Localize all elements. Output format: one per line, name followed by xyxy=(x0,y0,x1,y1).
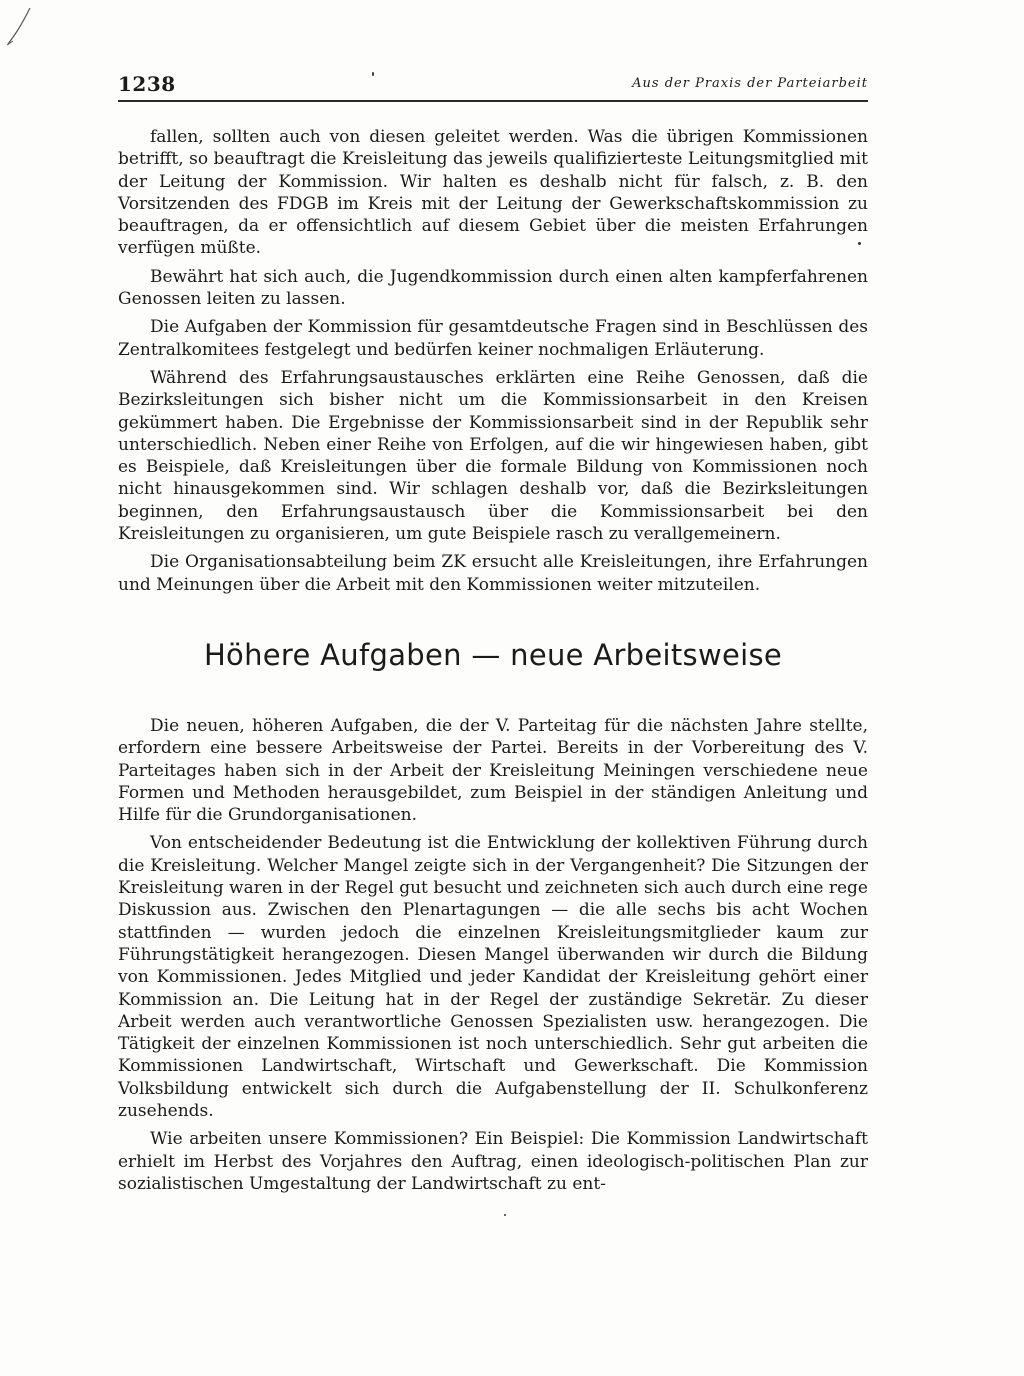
section-body-text xyxy=(118,715,868,1201)
page-header xyxy=(118,70,868,102)
paragraph: fallen, sollten auch von diesen geleitet werden. Was die übrigen Kommissionen betrifft, so beauftragt die Kreisleitung das jeweils qualifizierteste Leitungsmitglied mit der Leitung der Kommission. Wir halten es deshalb nicht für falsch, z. B. den Vorsitzenden des FDGB im Kreis mit der Leitung der Gewerkschaftskommission zu beauftragen, da er offensichtlich auf diesem Gebiet über die meisten Erfahrungen verfügen müßte. xyxy=(118,127,868,259)
running-title: Aus der Praxis der Parteiarbeit xyxy=(632,76,868,91)
paragraph: Während des Erfahrungsaustausches erklärten eine Reihe Genossen, daß die Bezirksleitungen sich bisher nicht um die Kommissionsarbeit in den Kreisen gekümmert haben. Die Ergebnisse der Kommissionsarbeit sind in der Republik sehr unterschiedlich. Neben einer Reihe von Erfolgen, auf die wir hingewiesen haben, gibt es Beispiele, daß Kreisleitungen über die formale Bildung von Kommissionen noch nicht hinausgekommen sind. Wir schlagen deshalb vor, daß die Bezirksleitungen beginnen, den Erfahrungsaustausch über die Kommissionsarbeit bei den Kreisleitungen zu organisieren, um gute Beispiele rasch zu verallgemeinern. xyxy=(118,367,868,545)
section-continued-text xyxy=(118,126,868,602)
paragraph: Bewährt hat sich auch, die Jugendkommission durch einen alten kampferfahrenen Genossen leiten zu lassen. xyxy=(118,266,868,310)
paragraph: Die Organisationsabteilung beim ZK ersucht alle Kreisleitungen, ihre Erfahrungen und Meinungen über die Arbeit mit den Kommissionen weiter mitzuteilen. xyxy=(118,552,868,595)
section-heading: Höhere Aufgaben — neue Arbeitsweise xyxy=(203,638,783,672)
paragraph: Von entscheidender Bedeutung ist die Entwicklung der kollektiven Führung durch die Kreisleitung. Welcher Mangel zeigte sich in der Vergangenheit? Die Sitzungen der Kreisleitung waren in der Regel gut besucht und zeichneten sich auch durch eine rege Diskussion aus. Zwischen den Plenartagungen — die alle sechs bis acht Wochen stattfinden — wurden jedoch die einzelnen Kreisleitungsmitglieder kaum zur Führungstätigkeit herangezogen. Diesen Mangel überwanden wir durch die Bildung von Kommissionen. Jedes Mitglied und jeder Kandidat der Kreisleitung gehört einer Kommission an. Die Leitung hat in der Regel der zuständige Sekretär. Zu dieser Arbeit werden auch verantwortliche Genossen Spezialisten usw. herangezogen. Die Tätigkeit der einzelnen Kommissionen ist noch unterschiedlich. Sehr gut arbeiten die Kommissionen Landwirtschaft, Wirtschaft und Gewerkschaft. Die Kommission Volksbildung entwickelt sich durch die Aufgabenstellung der II. Schulkonferenz zusehends. xyxy=(118,833,868,1122)
paragraph: Die neuen, höheren Aufgaben, die der V. Parteitag für die nächsten Jahre stellte, erfordern eine bessere Arbeitsweise der Partei. Bereits in der Vorbereitung des V. Parteitages haben sich in der Arbeit der Kreisleitung Meiningen verschiedene neue Formen und Methoden herausgebildet, zum Beispiel in der ständigen Anleitung und Hilfe für die Grundorganisationen. xyxy=(118,716,868,826)
page-number: 1238 xyxy=(118,72,176,96)
print-speck xyxy=(858,242,861,245)
paragraph: Wie arbeiten unsere Kommissionen? Ein Beispiel: Die Kommission Landwirtschaft erhielt im Herbst des Vorjahres den Auftrag, einen ideologisch-politischen Plan zur sozialistischen Umgestaltung der Landwirtschaft zu ent- xyxy=(118,1129,868,1194)
print-speck xyxy=(372,72,374,76)
print-speck xyxy=(504,1214,506,1216)
pencil-mark-icon xyxy=(6,6,32,46)
paragraph: Die Aufgaben der Kommission für gesamtdeutsche Fragen sind in Beschlüssen des Zentralkomitees festgelegt und bedürfen keiner nochmaligen Erläuterung. xyxy=(118,317,868,360)
